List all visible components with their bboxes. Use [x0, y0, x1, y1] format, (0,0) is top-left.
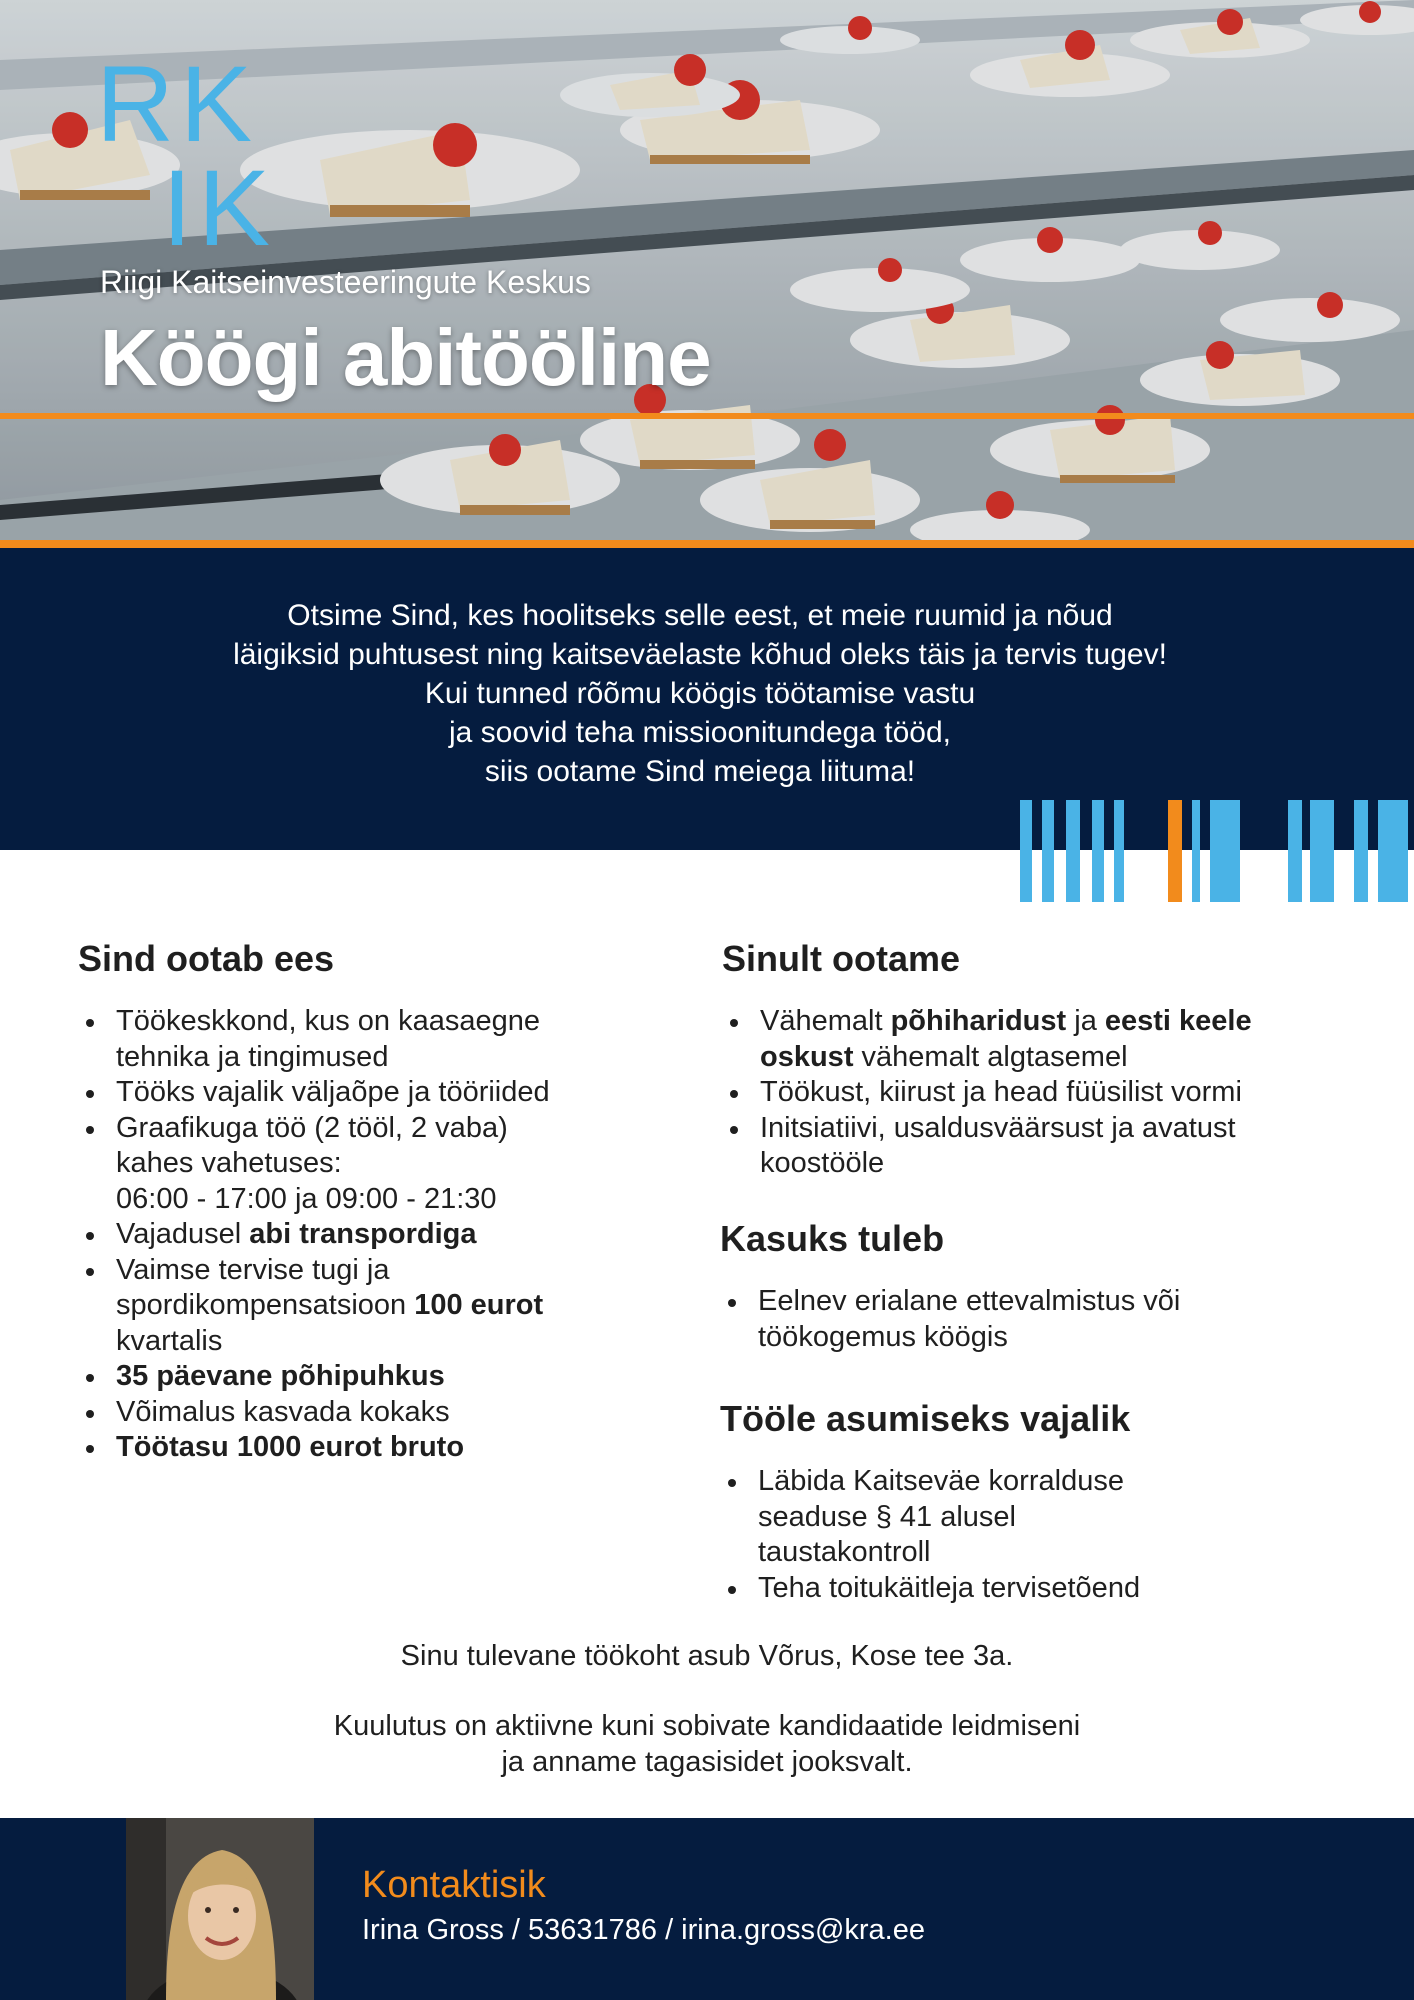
hero-banner — [0, 0, 1414, 548]
list-item-text: taustakontroll — [758, 1536, 931, 1568]
intro-line: Kui tunned rõõmu köögis töötamise vastu — [424, 677, 976, 710]
location-note: Sinu tulevane töökoht asub Võrus, Kose tee 3a. — [400, 1640, 1014, 1672]
list-item-text: kahes vahetuses: — [116, 1147, 342, 1179]
list-item — [720, 1571, 1140, 1607]
requirements-section — [722, 938, 1362, 1182]
requirements-heading: Sinult ootame — [722, 938, 961, 979]
list-item-emphasis: 100 eurot — [414, 1289, 544, 1321]
list-item-text: Eelnev erialane ettevalmistus või — [758, 1285, 1181, 1317]
list-item-text: Võimalus kasvada kokaks — [116, 1395, 450, 1428]
list-item-emphasis: abi transpordiga — [249, 1218, 477, 1250]
list-item-text: Tööks vajalik väljaõpe ja tööriided — [116, 1076, 550, 1108]
advantage-section — [720, 1218, 1180, 1355]
page-title: Köögi abitööline — [100, 313, 711, 402]
list-item — [722, 1075, 1362, 1111]
list-item-text: kvartalis — [116, 1324, 223, 1357]
offer-heading: Sind ootab ees — [78, 938, 335, 979]
intro-text — [0, 596, 1400, 791]
list-item-text: vähemalt algtasemel — [853, 1040, 1128, 1073]
list-item-emphasis: põhiharidust — [890, 1005, 1067, 1037]
intro-line: läigiksid puhtusest ning kaitseväelaste kõhud oleks täis ja tervis tugev! — [233, 638, 1167, 671]
validity-note-line: Kuulutus on aktiivne kuni sobivate kandidaatide leidmiseni — [333, 1710, 1081, 1742]
list-item — [78, 1075, 638, 1111]
list-item-emphasis: eesti keele — [1104, 1005, 1252, 1037]
list-item-text: Initsiatiivi, usaldusväärsust ja avatust — [760, 1111, 1236, 1144]
list-item — [78, 1395, 638, 1431]
avatar — [126, 1818, 314, 2000]
advantage-list — [720, 1284, 1180, 1355]
orange-divider-bottom — [0, 540, 1414, 548]
intro-line: siis ootame Sind meiega liituma! — [484, 755, 916, 788]
intro-line: ja soovid teha missioonitundega tööd, — [448, 716, 951, 749]
list-item-text: Vaimse tervise tugi ja — [116, 1253, 390, 1286]
list-item-text: Läbida Kaitseväe korralduse — [758, 1465, 1124, 1497]
validity-note — [0, 1708, 1414, 1780]
contact-info[interactable]: Irina Gross / 53631786 / irina.gross@kra.ee — [362, 1914, 925, 1946]
list-item — [78, 1253, 638, 1360]
intro-line: Otsime Sind, kes hoolitseks selle eest, et meie ruumid ja nõud — [287, 599, 1113, 632]
list-item-text: Vähemalt — [760, 1005, 891, 1037]
list-item-text: Graafikuga töö (2 tööl, 2 vaba) — [116, 1111, 508, 1144]
validity-note-line: ja anname tagasisidet jooksvalt. — [501, 1746, 913, 1778]
requirements-list — [722, 1004, 1362, 1182]
list-item-emphasis: 35 päevane põhipuhkus — [116, 1360, 445, 1392]
list-item-text: koostööle — [760, 1147, 885, 1179]
offer-list — [78, 1004, 638, 1466]
list-item-emphasis: oskust — [760, 1040, 854, 1073]
list-item — [78, 1430, 638, 1466]
list-item — [78, 1359, 638, 1395]
contact-person-photo — [126, 1818, 314, 2000]
barcode-decoration — [1020, 800, 1414, 902]
prerequisites-section — [720, 1398, 1140, 1606]
organization-name: Riigi Kaitseinvesteeringute Keskus — [100, 264, 591, 300]
list-item-text: ja — [1066, 1005, 1105, 1037]
list-item — [720, 1284, 1180, 1355]
list-item — [78, 1217, 638, 1253]
list-item — [78, 1004, 638, 1075]
list-item — [722, 1004, 1362, 1075]
list-item-text: Teha toitukäitleja tervisetõend — [758, 1571, 1141, 1604]
contact-band — [0, 1818, 1414, 2000]
prerequisites-list — [720, 1464, 1140, 1606]
logo-line-1: RK — [96, 43, 259, 164]
logo-line-2: IK — [162, 147, 277, 268]
list-item-text: seaduse § 41 alusel — [758, 1500, 1016, 1533]
list-item-text: töökogemus köögis — [758, 1320, 1008, 1353]
list-item-text: Töökeskkond, kus on kaasaegne — [116, 1005, 540, 1037]
list-item — [78, 1111, 638, 1218]
rkik-logo — [96, 43, 296, 268]
offer-section — [78, 938, 638, 1466]
list-item — [720, 1464, 1140, 1571]
list-item-text: spordikompensatsioon — [116, 1289, 415, 1321]
list-item-text: tehnika ja tingimused — [116, 1040, 389, 1073]
contact-label: Kontaktisik — [362, 1864, 546, 1906]
prerequisites-heading: Tööle asumiseks vajalik — [720, 1398, 1131, 1439]
list-item-text: Töökust, kiirust ja head füüsilist vormi — [760, 1076, 1242, 1108]
salary-text: Töötasu 1000 eurot bruto — [116, 1431, 465, 1463]
advantage-heading: Kasuks tuleb — [720, 1218, 945, 1259]
orange-divider-top — [0, 413, 1414, 419]
shift-hours: 06:00 - 17:00 ja 09:00 - 21:30 — [116, 1182, 497, 1215]
list-item-text: Vajadusel — [116, 1218, 250, 1250]
list-item — [722, 1111, 1362, 1182]
